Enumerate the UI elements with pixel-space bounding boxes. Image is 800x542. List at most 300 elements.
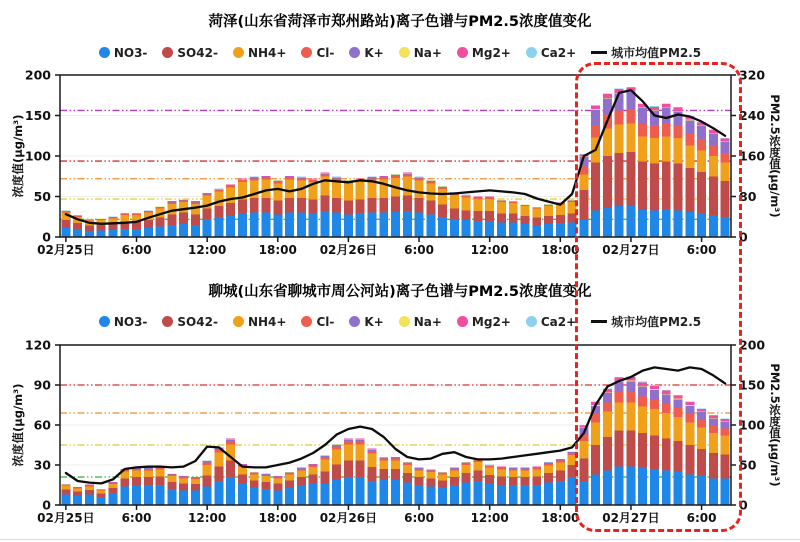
bar-segment-K+: [426, 181, 435, 182]
bar-segment-K+: [144, 468, 153, 469]
chart1-right-axis-title: PM2.5浓度值(µg/m³): [768, 94, 782, 218]
bar-segment-NO3-: [403, 211, 412, 237]
bar-segment-Mg2+: [697, 409, 706, 412]
bar-segment-K+: [532, 467, 541, 468]
bar-segment-SO42-: [156, 476, 165, 485]
bar-segment-K+: [285, 177, 294, 178]
bar-segment-Ca2+: [709, 415, 718, 416]
bar-segment-SO42-: [674, 163, 683, 210]
bar-segment-K+: [662, 395, 671, 404]
bar-segment-Cl-: [521, 469, 530, 470]
bar-segment-NO3-: [309, 214, 318, 237]
bar-segment-Ca2+: [591, 105, 600, 106]
bar-segment-NO3-: [109, 230, 118, 237]
bar-segment-NH4+: [650, 138, 659, 163]
bar-segment-K+: [438, 187, 447, 188]
bar-segment-NO3-: [473, 481, 482, 505]
bar-segment-SO42-: [438, 480, 447, 487]
legend-dot-icon: [399, 316, 410, 327]
bar-segment-SO42-: [273, 201, 282, 215]
bar-segment-K+: [309, 465, 318, 466]
bar-segment-K+: [415, 178, 424, 179]
bar-segment-SO42-: [591, 162, 600, 210]
bar-segment-NO3-: [509, 222, 518, 237]
bar-segment-Cl-: [191, 478, 200, 479]
bar-segment-NO3-: [191, 225, 200, 237]
bar-segment-K+: [521, 468, 530, 469]
bar-segment-NH4+: [603, 412, 612, 437]
bar-segment-SO42-: [391, 469, 400, 480]
bar-segment-K+: [226, 185, 235, 186]
bar-segment-Cl-: [462, 463, 471, 465]
bar-segment-K+: [297, 178, 306, 179]
bar-segment-K+: [462, 195, 471, 196]
bar-segment-NO3-: [297, 485, 306, 505]
bar-segment-SO42-: [556, 471, 565, 481]
bar-segment-NO3-: [391, 212, 400, 237]
bar-segment-K+: [250, 178, 259, 179]
bar-segment-NH4+: [509, 470, 518, 477]
chart2-legend: [0, 313, 800, 330]
bar-segment-Cl-: [297, 178, 306, 180]
bar-segment-Cl-: [120, 214, 129, 215]
bar-segment-Ca2+: [674, 395, 683, 396]
bar-segment-Cl-: [391, 176, 400, 178]
bar-segment-Na+: [662, 394, 671, 395]
bar-segment-K+: [320, 456, 329, 457]
bar-segment-NH4+: [721, 162, 730, 181]
bar-segment-SO42-: [156, 218, 165, 227]
bar-segment-SO42-: [379, 198, 388, 213]
bar-segment-NH4+: [674, 138, 683, 163]
bar-segment-Na+: [709, 133, 718, 134]
legend-dot-icon: [349, 47, 360, 58]
bar-segment-Cl-: [226, 441, 235, 444]
x-axis-tick-label: 02月25日: [37, 511, 95, 525]
bar-segment-K+: [603, 393, 612, 402]
bar-segment-Cl-: [309, 180, 318, 182]
bar-segment-SO42-: [167, 482, 176, 489]
bar-segment-Cl-: [685, 414, 694, 422]
bar-segment-NH4+: [650, 409, 659, 436]
bar-segment-NO3-: [568, 222, 577, 237]
bar-segment-Cl-: [262, 178, 271, 180]
bar-segment-Cl-: [391, 458, 400, 460]
bar-segment-Cl-: [250, 473, 259, 474]
bar-segment-NO3-: [532, 225, 541, 237]
bar-segment-NH4+: [344, 444, 353, 460]
bar-segment-Cl-: [674, 126, 683, 138]
bar-segment-Ca2+: [685, 402, 694, 403]
bar-segment-SO42-: [273, 484, 282, 491]
bar-segment-Ca2+: [662, 390, 671, 391]
bar-segment-NO3-: [238, 484, 247, 505]
bar-segment-NH4+: [285, 179, 294, 198]
bar-segment-Cl-: [238, 180, 247, 182]
bar-segment-Cl-: [132, 469, 141, 470]
bar-segment-NO3-: [685, 474, 694, 505]
bar-segment-NH4+: [61, 486, 70, 490]
legend-label: SO42-: [177, 45, 218, 60]
bar-segment-K+: [297, 468, 306, 469]
legend-item-pm25-line: [591, 313, 701, 330]
bar-segment-SO42-: [638, 162, 647, 210]
bar-segment-NH4+: [521, 206, 530, 216]
bar-segment-NH4+: [356, 444, 365, 460]
bar-segment-NH4+: [179, 202, 188, 213]
bar-segment-SO42-: [485, 475, 494, 484]
right-axis-tick-label: 160: [739, 148, 766, 164]
legend-item-Cl-: [301, 315, 334, 329]
bar-segment-K+: [709, 419, 718, 426]
bar-segment-NH4+: [262, 476, 271, 482]
bar-segment-SO42-: [626, 152, 635, 206]
bar-segment-Cl-: [603, 402, 612, 411]
bar-segment-Cl-: [109, 483, 118, 484]
bar-segment-NH4+: [167, 476, 176, 482]
bar-segment-NO3-: [120, 229, 129, 237]
bar-segment-K+: [426, 470, 435, 471]
bar-segment-Cl-: [462, 196, 471, 197]
bar-segment-NO3-: [721, 217, 730, 237]
bar-segment-NO3-: [367, 481, 376, 505]
bar-segment-NO3-: [685, 212, 694, 237]
bar-segment-NH4+: [568, 455, 577, 465]
bar-segment-K+: [332, 445, 341, 447]
bar-segment-Cl-: [167, 475, 176, 476]
bar-segment-Cl-: [415, 178, 424, 180]
bar-segment-NO3-: [426, 214, 435, 237]
left-axis-tick-label: 0: [42, 229, 51, 245]
bar-segment-NO3-: [403, 482, 412, 505]
bar-segment-Cl-: [697, 420, 706, 428]
bar-segment-Cl-: [191, 202, 200, 203]
bar-segment-SO42-: [603, 156, 612, 208]
bar-segment-NO3-: [344, 214, 353, 237]
bar-segment-Cl-: [403, 463, 412, 465]
bar-segment-NH4+: [250, 474, 259, 480]
bar-segment-SO42-: [626, 430, 635, 466]
bar-segment-NO3-: [462, 482, 471, 505]
line-swatch-icon: [591, 51, 607, 54]
bar-segment-SO42-: [179, 213, 188, 224]
bar-segment-NH4+: [532, 209, 541, 218]
bar-segment-Cl-: [144, 469, 153, 470]
bar-segment-Cl-: [509, 202, 518, 203]
bar-segment-Cl-: [97, 219, 106, 220]
legend-item-K+: [349, 315, 383, 329]
bar-segment-NO3-: [497, 485, 506, 505]
bar-segment-NO3-: [415, 213, 424, 237]
bar-segment-NH4+: [273, 184, 282, 201]
window-bottom-divider: [0, 539, 800, 540]
left-axis-tick-label: 0: [42, 497, 51, 513]
bar-segment-NH4+: [109, 484, 118, 488]
bar-segment-K+: [391, 458, 400, 459]
bar-segment-Mg2+: [603, 94, 612, 98]
bar-segment-Mg2+: [591, 106, 600, 109]
bar-segment-K+: [391, 175, 400, 176]
legend-label: Cl-: [316, 45, 335, 60]
bar-segment-Cl-: [709, 145, 718, 156]
bar-segment-NO3-: [97, 231, 106, 237]
bar-segment-K+: [179, 200, 188, 201]
bar-segment-SO42-: [309, 474, 318, 483]
bar-segment-Cl-: [226, 186, 235, 188]
bar-segment-K+: [262, 177, 271, 178]
bar-segment-Cl-: [568, 453, 577, 455]
bar-segment-Cl-: [367, 451, 376, 454]
left-axis-tick-label: 200: [24, 67, 51, 83]
bar-segment-Cl-: [650, 126, 659, 138]
bar-segment-NO3-: [626, 466, 635, 505]
chart1-left-axis-title: 浓度值(µg/m³): [11, 114, 25, 198]
bar-segment-SO42-: [367, 467, 376, 481]
bar-segment-Cl-: [532, 208, 541, 209]
bar-segment-NH4+: [473, 199, 482, 211]
right-axis-tick-label: 100: [739, 417, 766, 433]
bar-segment-Na+: [709, 418, 718, 419]
bar-segment-NO3-: [367, 213, 376, 237]
bar-segment-NO3-: [615, 466, 624, 505]
bar-segment-K+: [238, 179, 247, 180]
bar-segment-SO42-: [544, 473, 553, 482]
bar-segment-NO3-: [568, 477, 577, 505]
bar-segment-NO3-: [320, 484, 329, 505]
bar-segment-SO42-: [61, 490, 70, 495]
legend-item-Mg2+: [457, 315, 511, 329]
bar-segment-NO3-: [462, 220, 471, 237]
bar-segment-K+: [262, 474, 271, 475]
bar-segment-NH4+: [415, 470, 424, 477]
bar-segment-Cl-: [214, 190, 223, 191]
bar-segment-K+: [203, 194, 212, 195]
bar-segment-Mg2+: [685, 402, 694, 405]
bar-segment-NH4+: [638, 406, 647, 433]
legend-dot-icon: [162, 316, 173, 327]
bar-segment-Cl-: [262, 475, 271, 476]
bar-segment-NO3-: [450, 485, 459, 505]
bar-segment-NO3-: [591, 474, 600, 505]
bar-segment-NO3-: [214, 218, 223, 237]
bar-segment-NO3-: [332, 480, 341, 505]
bar-segment-NO3-: [356, 477, 365, 505]
bar-segment-SO42-: [73, 223, 82, 229]
bar-segment-NO3-: [638, 209, 647, 237]
bar-segment-NH4+: [685, 422, 694, 445]
bar-segment-NH4+: [214, 192, 223, 207]
bar-segment-SO42-: [179, 484, 188, 491]
bar-segment-Cl-: [721, 153, 730, 163]
right-axis-tick-label: 50: [739, 457, 757, 473]
bar-segment-SO42-: [367, 198, 376, 213]
bar-segment-Cl-: [61, 485, 70, 486]
bar-segment-Cl-: [109, 218, 118, 219]
left-axis-tick-label: 50: [33, 189, 51, 204]
bar-segment-NO3-: [650, 210, 659, 237]
x-axis-tick-label: 02月27日: [602, 511, 660, 525]
bar-segment-NO3-: [73, 230, 82, 237]
bar-segment-NO3-: [579, 481, 588, 505]
bar-segment-Cl-: [320, 174, 329, 176]
bar-segment-NO3-: [132, 229, 141, 237]
bar-segment-NO3-: [662, 209, 671, 237]
bar-segment-NH4+: [214, 452, 223, 466]
bar-segment-SO42-: [473, 211, 482, 221]
bar-segment-SO42-: [521, 216, 530, 224]
bar-segment-K+: [203, 462, 212, 463]
bar-segment-Na+: [721, 421, 730, 422]
legend-label: NO3-: [113, 45, 148, 60]
left-axis-tick-label: 30: [33, 457, 51, 473]
bar-segment-Cl-: [285, 178, 294, 180]
bar-segment-NO3-: [203, 219, 212, 237]
bar-segment-Na+: [685, 405, 694, 406]
bar-segment-K+: [356, 439, 365, 441]
bar-segment-Cl-: [273, 182, 282, 184]
bar-segment-SO42-: [262, 482, 271, 489]
bar-segment-Cl-: [615, 111, 624, 125]
bar-segment-Cl-: [179, 201, 188, 203]
bar-segment-Na+: [674, 399, 683, 400]
bar-segment-NO3-: [132, 485, 141, 505]
bar-segment-NH4+: [262, 179, 271, 198]
legend-dot-icon: [99, 316, 110, 327]
bar-segment-Cl-: [426, 471, 435, 472]
bar-segment-SO42-: [320, 472, 329, 484]
bar-segment-NH4+: [532, 470, 541, 477]
bar-segment-K+: [485, 197, 494, 198]
bar-segment-SO42-: [709, 176, 718, 215]
bar-segment-SO42-: [73, 492, 82, 496]
bar-segment-SO42-: [297, 198, 306, 213]
bar-segment-SO42-: [426, 201, 435, 215]
bar-segment-NH4+: [709, 156, 718, 176]
bar-segment-K+: [191, 202, 200, 203]
bar-segment-NO3-: [320, 211, 329, 237]
bar-segment-SO42-: [615, 430, 624, 466]
bar-segment-Cl-: [497, 468, 506, 470]
bar-segment-K+: [697, 126, 706, 139]
bar-segment-Cl-: [662, 404, 671, 413]
bar-segment-Cl-: [532, 468, 541, 470]
bar-segment-SO42-: [544, 216, 553, 224]
bar-segment-SO42-: [391, 197, 400, 212]
chart1-title: 菏泽(山东省菏泽市郑州路站)离子色谱与PM2.5浓度值变化: [208, 14, 592, 30]
legend-dot-icon: [526, 316, 537, 327]
bar-segment-SO42-: [426, 478, 435, 486]
right-axis-tick-label: 0: [739, 497, 748, 513]
bar-segment-SO42-: [685, 445, 694, 474]
bar-segment-NH4+: [273, 478, 282, 483]
bar-segment-Cl-: [344, 441, 353, 444]
x-axis-tick-label: 6:00: [404, 511, 434, 525]
bar-segment-Mg2+: [674, 108, 683, 111]
legend-dot-icon: [99, 47, 110, 58]
bar-segment-NH4+: [568, 202, 577, 213]
bar-segment-Na+: [697, 412, 706, 413]
x-axis-tick-label: 6:00: [404, 243, 434, 257]
bar-segment-NO3-: [438, 488, 447, 505]
bar-segment-SO42-: [403, 196, 412, 211]
bar-segment-SO42-: [591, 445, 600, 474]
bar-segment-NH4+: [556, 462, 565, 470]
bar-segment-Cl-: [521, 205, 530, 206]
legend-item-SO42-: [162, 46, 218, 60]
x-axis-tick-label: 12:00: [470, 243, 509, 257]
bar-segment-Na+: [591, 109, 600, 110]
bar-segment-SO42-: [415, 198, 424, 213]
bar-segment-NH4+: [685, 145, 694, 168]
bar-segment-NH4+: [615, 402, 624, 430]
bar-segment-SO42-: [97, 494, 106, 497]
x-axis-tick-label: 12:00: [188, 243, 227, 257]
bar-segment-NO3-: [273, 214, 282, 237]
bar-segment-NO3-: [485, 221, 494, 237]
bar-segment-NH4+: [462, 465, 471, 473]
bar-segment-SO42-: [285, 198, 294, 213]
bar-segment-SO42-: [509, 477, 518, 485]
bar-segment-NH4+: [662, 413, 671, 438]
bar-segment-NO3-: [697, 476, 706, 505]
bar-segment-Cl-: [485, 466, 494, 468]
bar-segment-NH4+: [120, 215, 129, 221]
bar-segment-NH4+: [332, 450, 341, 465]
bar-segment-Mg2+: [638, 382, 647, 385]
bar-segment-NO3-: [167, 225, 176, 237]
bar-segment-NH4+: [591, 422, 600, 445]
bar-segment-Ca2+: [697, 408, 706, 409]
bar-segment-Cl-: [662, 124, 671, 137]
legend-item-K+: [349, 46, 383, 60]
bar-segment-NH4+: [403, 465, 412, 473]
bar-segment-SO42-: [497, 214, 506, 223]
bar-segment-NO3-: [285, 213, 294, 237]
bar-segment-NO3-: [214, 481, 223, 505]
bar-segment-SO42-: [473, 470, 482, 481]
legend-label: NO3-: [113, 314, 148, 329]
bar-segment-NO3-: [626, 206, 635, 237]
bar-segment-SO42-: [226, 203, 235, 216]
bar-segment-SO42-: [556, 215, 565, 223]
bar-segment-NO3-: [579, 220, 588, 237]
bar-segment-K+: [674, 399, 683, 408]
bar-segment-NO3-: [273, 490, 282, 505]
legend-item-NO3-: [99, 315, 148, 329]
bar-segment-Na+: [638, 108, 647, 109]
bar-segment-K+: [685, 120, 694, 134]
bar-segment-K+: [638, 108, 647, 123]
bar-segment-Mg2+: [674, 396, 683, 399]
bar-segment-K+: [450, 468, 459, 469]
x-axis-tick-label: 02月27日: [602, 243, 660, 257]
bar-segment-Cl-: [544, 464, 553, 466]
bar-segment-Na+: [685, 120, 694, 121]
bar-segment-SO42-: [462, 210, 471, 220]
bar-segment-NO3-: [144, 485, 153, 505]
bar-segment-NO3-: [344, 477, 353, 505]
bar-segment-NO3-: [97, 497, 106, 505]
x-axis-tick-label: 6:00: [686, 511, 717, 525]
bar-segment-Ca2+: [615, 88, 624, 89]
bar-segment-NO3-: [674, 210, 683, 237]
bar-segment-SO42-: [650, 163, 659, 210]
bar-segment-NO3-: [191, 490, 200, 505]
bar-segment-K+: [167, 474, 176, 475]
bar-segment-NO3-: [85, 231, 94, 237]
bar-segment-NH4+: [391, 460, 400, 469]
bar-segment-NO3-: [309, 484, 318, 505]
